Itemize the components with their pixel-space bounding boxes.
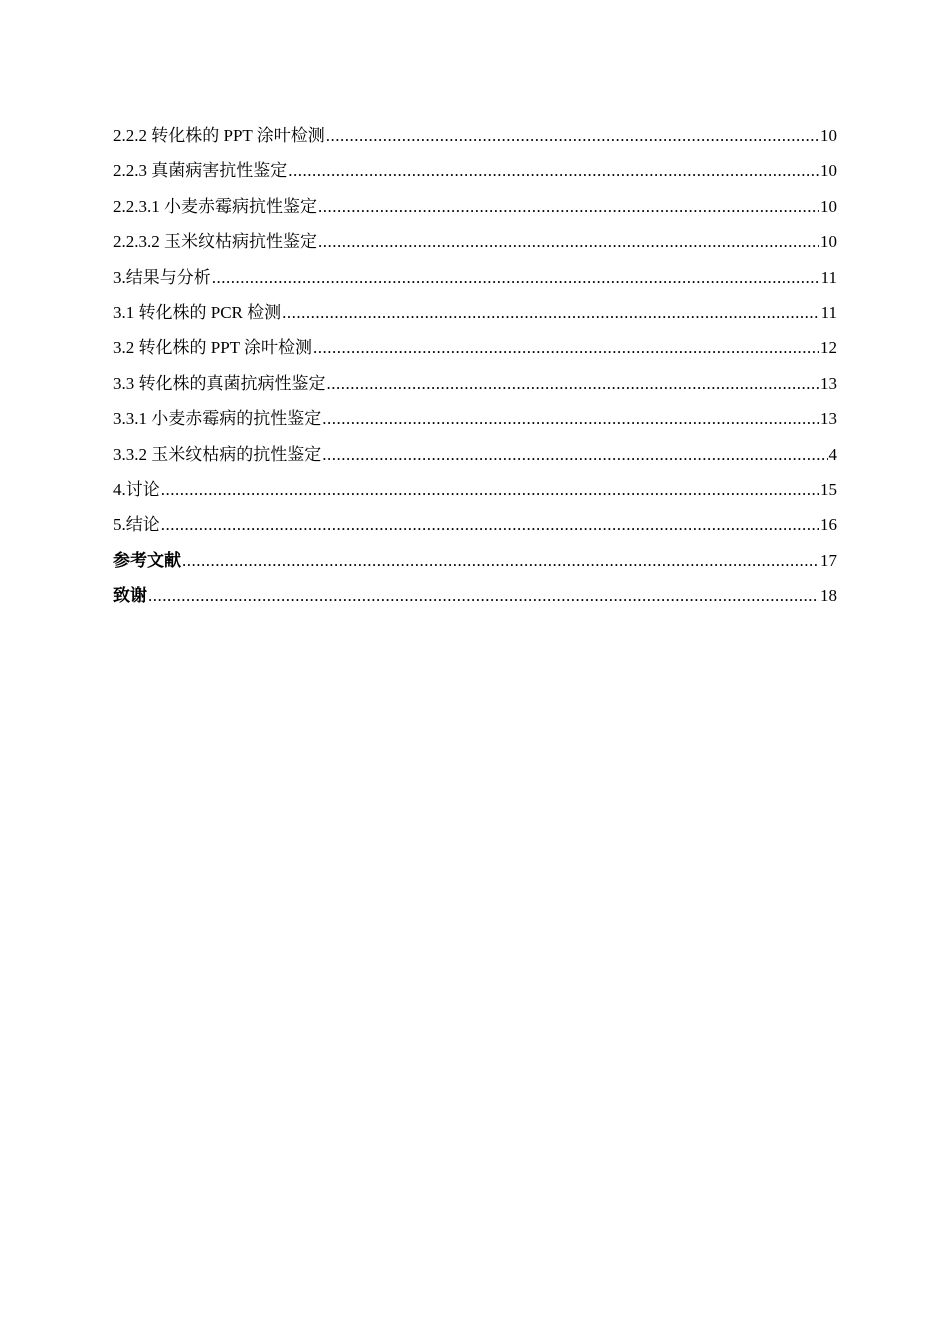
toc-dot-leader [288,159,819,183]
toc-entry[interactable] [113,549,837,584]
toc-entry-title: 3.1 转化株的 PCR 检测 [113,302,282,322]
toc-entry[interactable] [113,478,837,513]
toc-entry-title: 致谢 [113,586,147,606]
toc-entry-title: 3.结果与分析 [113,267,211,287]
toc-dot-leader [161,513,819,537]
toc-entry-title: 2.2.3 真菌病害抗性鉴定 [113,161,288,181]
toc-entry-title: 3.3 转化株的真菌抗病性鉴定 [113,373,326,393]
toc-entry-page-number: 11 [820,302,837,322]
toc-entry-title: 4.讨论 [113,479,160,499]
toc-dot-leader [327,372,820,396]
toc-entry-title: 3.3.2 玉米纹枯病的抗性鉴定 [113,444,322,464]
toc-dot-leader [161,478,819,502]
toc-dot-leader [318,230,819,254]
toc-entry[interactable] [113,266,837,301]
toc-entry-title: 3.2 转化株的 PPT 涂叶检测 [113,338,312,358]
toc-entry[interactable] [113,159,837,194]
toc-entry[interactable] [113,301,837,336]
toc-entry-page-number: 15 [820,479,837,499]
toc-entry[interactable] [113,513,837,548]
toc-dot-leader [212,266,820,290]
toc-entry-page-number: 13 [820,373,837,393]
toc-entry-title: 2.2.3.1 小麦赤霉病抗性鉴定 [113,196,317,216]
toc-entry[interactable] [113,195,837,230]
table-of-contents [113,124,837,619]
toc-entry-page-number: 16 [820,515,837,535]
toc-entry-page-number: 13 [820,409,837,429]
toc-entry[interactable] [113,372,837,407]
toc-dot-leader [318,195,819,219]
toc-entry-title: 2.2.2 转化株的 PPT 涂叶检测 [113,126,325,145]
toc-entry-title: 2.2.3.2 玉米纹枯病抗性鉴定 [113,232,317,252]
toc-dot-leader [322,407,819,431]
toc-entry-page-number: 17 [820,550,837,570]
toc-dot-leader [326,124,819,148]
toc-entry[interactable] [113,584,837,619]
toc-entry-title: 参考文献 [113,550,181,570]
toc-entry[interactable] [113,336,837,371]
toc-entry-page-number: 11 [820,267,837,287]
toc-entry-page-number: 18 [820,586,837,606]
toc-entry-title: 3.3.1 小麦赤霉病的抗性鉴定 [113,409,322,429]
toc-dot-leader [182,549,819,573]
toc-entry-page-number: 10 [820,126,837,145]
toc-entry[interactable] [113,124,837,159]
toc-entry[interactable] [113,443,837,478]
toc-dot-leader [282,301,819,325]
toc-entry-title: 5.结论 [113,515,160,535]
toc-entry-page-number: 4 [828,444,837,464]
toc-entry-page-number: 10 [820,232,837,252]
toc-entry-page-number: 10 [820,196,837,216]
toc-dot-leader [148,584,819,608]
toc-entry[interactable] [113,230,837,265]
toc-entry-page-number: 10 [820,161,837,181]
toc-dot-leader [322,443,827,467]
toc-dot-leader [313,336,819,360]
toc-entry[interactable] [113,407,837,442]
toc-entry-page-number: 12 [820,338,837,358]
